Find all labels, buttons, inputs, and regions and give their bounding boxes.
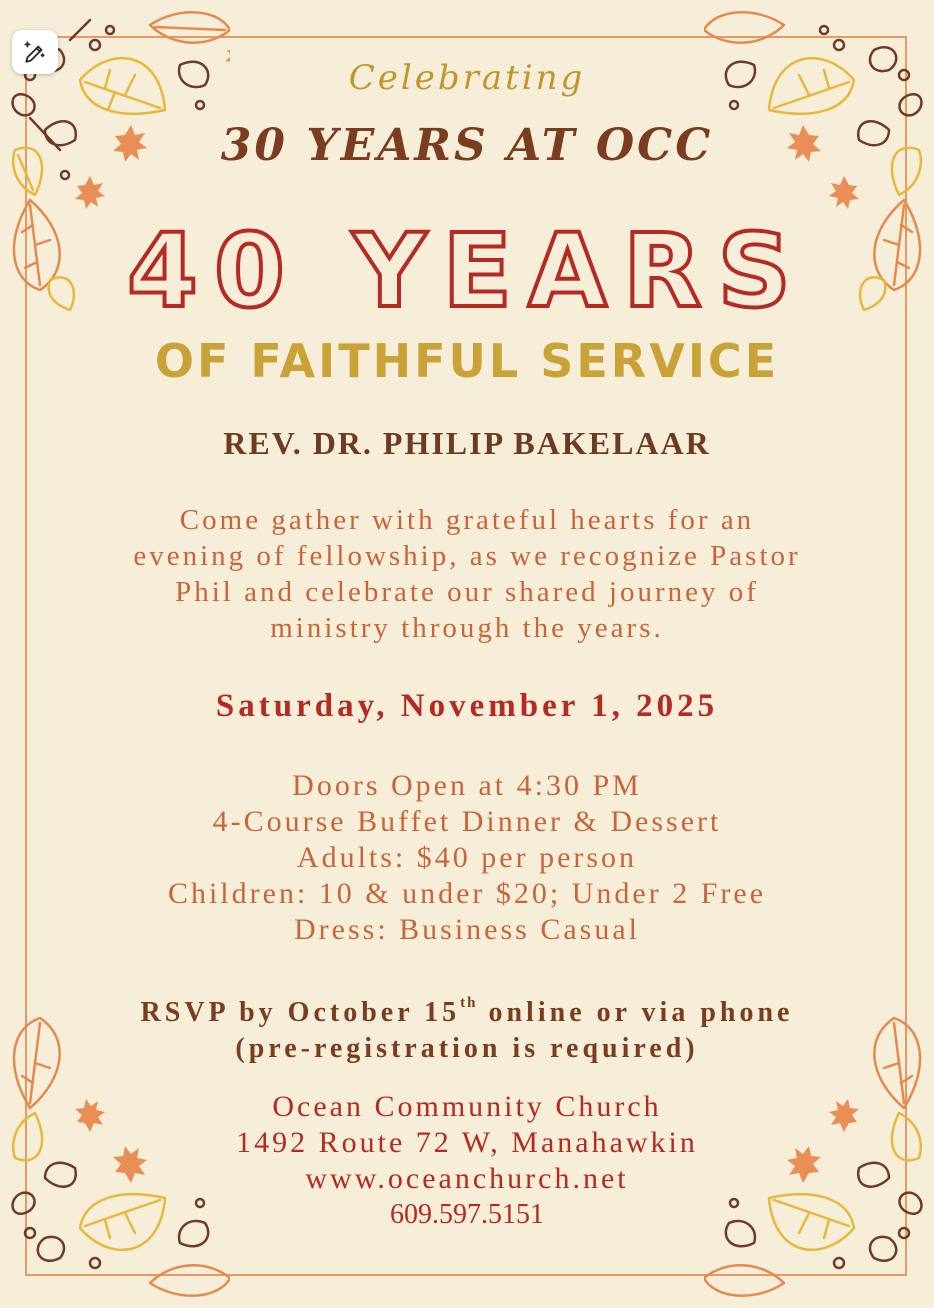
- church-name: Ocean Community Church: [272, 1090, 662, 1123]
- invitation-line: Come gather with grateful hearts for an: [179, 504, 755, 536]
- event-details: [0, 768, 934, 948]
- rsvp-line: RSVP by October 15th online or via phone: [140, 995, 794, 1028]
- detail-dinner: 4-Course Buffet Dinner & Dessert: [212, 805, 722, 838]
- church-website[interactable]: www.oceanchurch.net: [305, 1162, 629, 1195]
- invitation-paragraph: [0, 502, 934, 646]
- invitation-line: ministry through the years.: [270, 612, 664, 644]
- event-date: Saturday, November 1, 2025: [215, 688, 719, 724]
- detail-adults-price: Adults: $40 per person: [296, 841, 638, 874]
- rsvp-section: [0, 985, 934, 1067]
- invitation-line: evening of fellowship, as we recognize Pastor: [133, 540, 801, 572]
- rsvp-requirement: (pre-registration is required): [235, 1033, 699, 1064]
- church-phone[interactable]: 609.597.5151: [390, 1199, 544, 1230]
- faithful-service-tagline: OF FAITHFUL SERVICE: [154, 334, 780, 388]
- celebrating-text: Celebrating: [348, 58, 586, 98]
- honoree-name: REV. DR. PHILIP BAKELAAR: [223, 425, 711, 461]
- detail-children-price: Children: 10 & under $20; Under 2 Free: [167, 877, 767, 910]
- church-address: 1492 Route 72 W, Manahawkin: [236, 1126, 698, 1159]
- invitation-line: Phil and celebrate our shared journey of: [175, 576, 759, 608]
- headline-40-years: 40 YEARS: [127, 212, 807, 331]
- detail-doors: Doors Open at 4:30 PM: [292, 769, 642, 802]
- church-contact: [0, 1089, 934, 1233]
- occ-anniversary-subtitle: 30 YEARS AT OCC: [220, 120, 714, 171]
- detail-dress: Dress: Business Casual: [294, 913, 640, 946]
